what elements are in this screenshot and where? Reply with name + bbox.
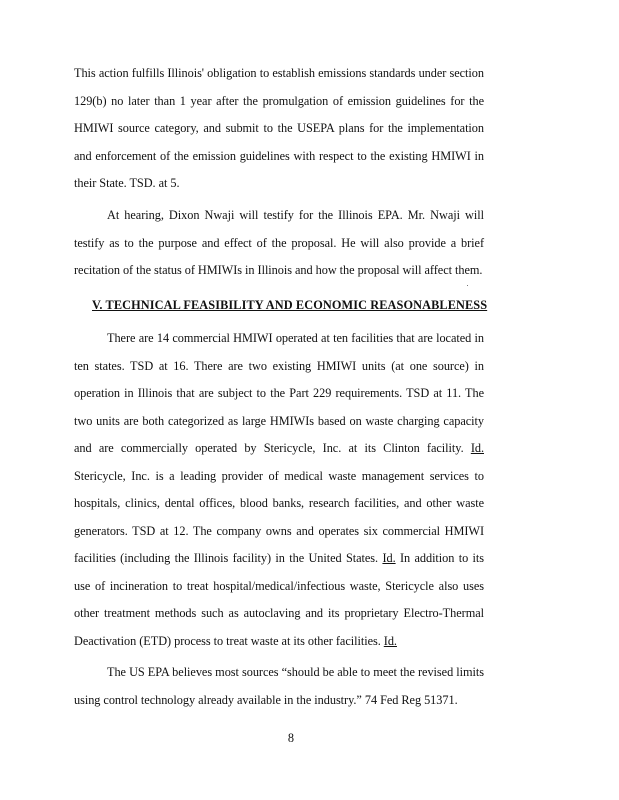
paragraph-text-b: Stericycle, Inc. is a leading provider of medical waste management services to hospitals, clinics, dental offices, blood banks, research facilities, and other waste generators. TSD at 12. The company owns and operates six commercial HMIWI facilities (including the Illinois facility) in the United States. [74,468,484,565]
id-citation: Id. [470,441,484,455]
paragraph-text-a: There are 14 commercial HMIWI operated at ten facilities that are located in ten states. TSD at 16. There are two existing HMIWI units (at one source) in operation in Illinois that are subject to the Part 229 requirements. TSD at 11. The two units are both categorized as large HMIWIs based on waste charging capacity and are commercially operated by Stericycle, Inc. at its Clinton facility. [74,331,484,455]
section-heading: V. TECHNICAL FEASIBILITY AND ECONOMIC REASONABLENESS [92,298,488,312]
paragraph-text-c: In addition to its use of incineration to treat hospital/medical/infectious waste, Stericycle also uses other treatment methods such as autoclaving and its proprietary Electro-Thermal Deactivation (ETD) process to treat waste at its other facilities. [74,551,484,648]
scan-speck [467,285,468,286]
paragraph-hmiwi-obligation: This action fulfills Illinois' obligation to establish emissions standards under section 129(b) no later than 1 year after the promulgation of emission guidelines for the HMIWI source category, and submit to the USEPA plans for the implementation and enforcement of the emission guidelines with respect to the existing HMIWI in their State. TSD. at 5. [74,66,484,190]
id-citation: Id. [382,551,396,565]
page-number: 8 [287,731,295,745]
paragraph-usepa-belief: The US EPA believes most sources “should be able to meet the revised limits using control technology already available in the industry.” 74 Fed Reg 51371. [74,665,484,707]
paragraph-hmiwi-facilities [74,325,484,655]
id-citation: Id. [383,633,397,648]
paragraph-hearing-testimony: At hearing, Dixon Nwaji will testify for the Illinois EPA. Mr. Nwaji will testify as to the purpose and effect of the proposal. He will also provide a brief recitation of the status of HMIWIs in Illinois and how the proposal will affect them. [74,208,484,277]
